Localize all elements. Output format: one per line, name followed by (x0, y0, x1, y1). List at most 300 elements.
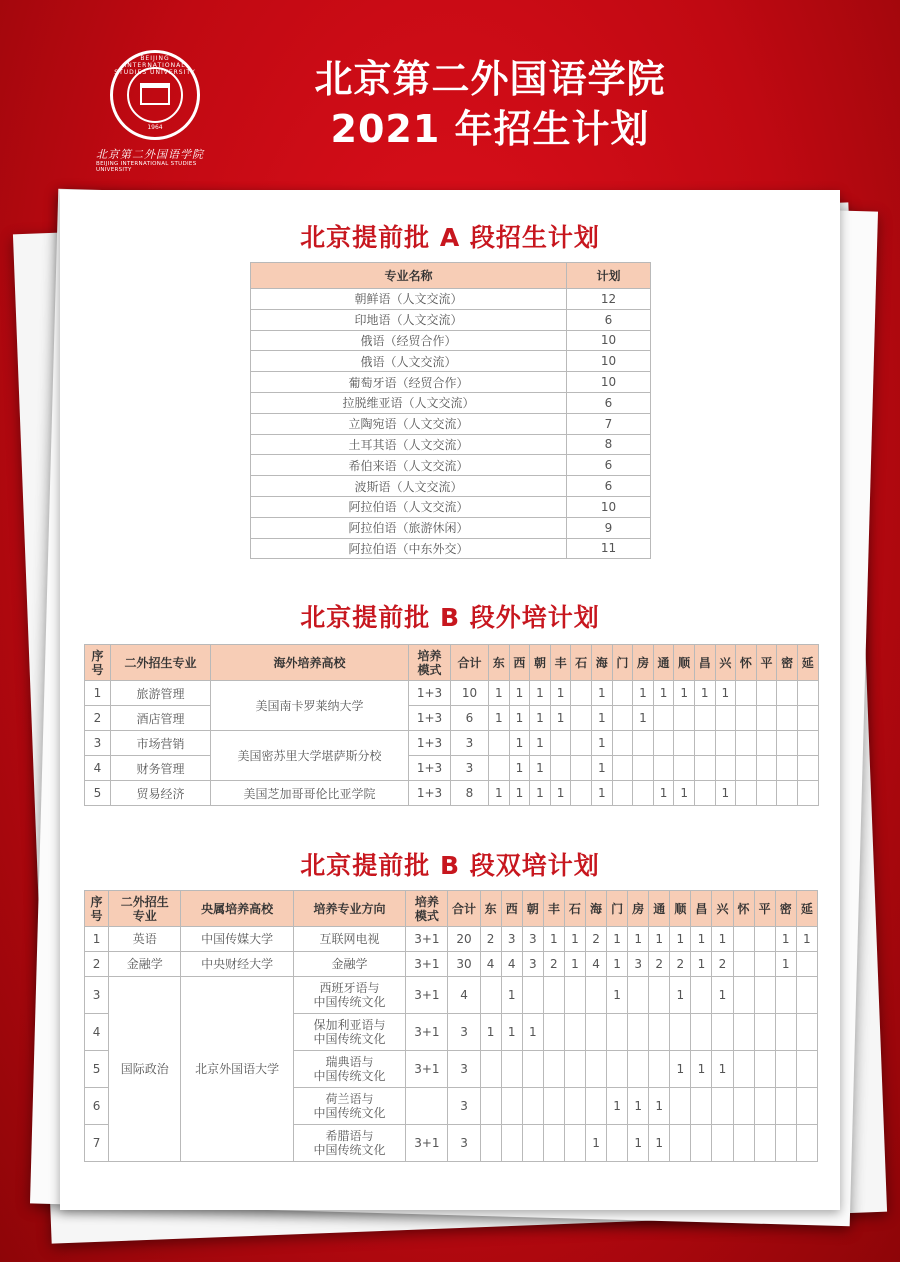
table-cell: 1 (501, 977, 522, 1014)
table-cell: 1 (670, 927, 691, 952)
table-cell (733, 977, 754, 1014)
table-cell (649, 1051, 670, 1088)
table-cell: 1 (628, 1125, 649, 1162)
table-cell: 20 (448, 927, 480, 952)
table-cell: 1 (712, 927, 733, 952)
table-cell: 2 (712, 952, 733, 977)
table-cell (756, 756, 777, 781)
table-cell: 1 (674, 681, 695, 706)
table-cell: 1 (607, 1088, 628, 1125)
table-cell: 瑞典语与 中国传统文化 (293, 1051, 405, 1088)
table-cell (775, 1125, 796, 1162)
page-title (240, 54, 740, 154)
table-cell: 1 (775, 927, 796, 952)
table-cell (756, 731, 777, 756)
table-cell (564, 1088, 585, 1125)
major-name-cell: 波斯语（人文交流） (251, 476, 567, 497)
table-cell: 3+1 (406, 977, 448, 1014)
table-cell (694, 706, 715, 731)
table-cell (733, 952, 754, 977)
table-cell: 2 (480, 927, 501, 952)
table-cell (797, 731, 818, 756)
table-cell: 2 (670, 952, 691, 977)
table-cell (674, 706, 695, 731)
section-c-table (84, 890, 818, 1162)
table-cell: 1 (715, 781, 736, 806)
table-cell (736, 681, 757, 706)
table-cell: 3 (451, 756, 489, 781)
table-cell: 贸易经济 (111, 781, 211, 806)
plan-count-cell: 10 (567, 496, 651, 517)
table-cell: 3+1 (406, 1051, 448, 1088)
table-cell (796, 1088, 817, 1125)
table-cell (564, 1014, 585, 1051)
table-cell: 1 (480, 1014, 501, 1051)
table-cell (571, 756, 592, 781)
table-cell: 1 (530, 781, 551, 806)
table-row (251, 330, 651, 351)
table-cell (543, 1014, 564, 1051)
table-header-cell: 海 (585, 891, 606, 927)
table-cell (649, 977, 670, 1014)
table-row (85, 681, 819, 706)
table-cell: 30 (448, 952, 480, 977)
table-cell: 8 (451, 781, 489, 806)
major-name-cell: 俄语（经贸合作） (251, 330, 567, 351)
table-header-cell: 延 (797, 645, 818, 681)
logo-chinese-name: 北京第二外国语学院 (96, 148, 204, 161)
table-header-row (85, 645, 819, 681)
major-name-cell: 阿拉伯语（中东外交） (251, 538, 567, 559)
table-header-cell: 二外招生 专业 (109, 891, 181, 927)
table-cell: 3+1 (406, 1014, 448, 1051)
table-cell: 1 (530, 756, 551, 781)
table-cell (607, 1051, 628, 1088)
plan-count-cell: 10 (567, 351, 651, 372)
table-header-cell: 丰 (550, 645, 571, 681)
table-cell: 1 (633, 681, 654, 706)
table-cell (796, 1014, 817, 1051)
table-cell (797, 681, 818, 706)
table-cell (777, 706, 798, 731)
table-header-cell: 培养 模式 (409, 645, 451, 681)
table-cell: 1 (653, 781, 674, 806)
table-cell: 1 (715, 681, 736, 706)
table-cell (754, 977, 775, 1014)
table-cell (691, 1125, 712, 1162)
table-row (251, 538, 651, 559)
table-cell (628, 977, 649, 1014)
table-cell (777, 731, 798, 756)
table-cell: 3 (501, 927, 522, 952)
title-line-2: 2021 年招生计划 (330, 107, 650, 151)
major-name-cell: 俄语（人文交流） (251, 351, 567, 372)
table-cell (775, 1051, 796, 1088)
table-header-cell: 石 (564, 891, 585, 927)
table-header-row (85, 891, 818, 927)
table-cell (633, 781, 654, 806)
table-cell (775, 977, 796, 1014)
table-cell: 3 (448, 1125, 480, 1162)
table-cell (607, 1125, 628, 1162)
table-cell (550, 756, 571, 781)
table-header-cell: 怀 (733, 891, 754, 927)
table-cell: 1 (564, 927, 585, 952)
table-header-row (251, 263, 651, 289)
major-name-cell: 希伯来语（人文交流） (251, 455, 567, 476)
table-cell: 1 (509, 756, 530, 781)
table-cell (733, 1051, 754, 1088)
plan-count-cell: 6 (567, 392, 651, 413)
table-cell: 希腊语与 中国传统文化 (293, 1125, 405, 1162)
table-cell (585, 977, 606, 1014)
table-cell (607, 1014, 628, 1051)
table-cell (736, 706, 757, 731)
table-cell (480, 1125, 501, 1162)
table-cell (796, 1051, 817, 1088)
table-cell (733, 1125, 754, 1162)
table-cell (489, 731, 510, 756)
table-header-cell: 门 (607, 891, 628, 927)
table-cell (564, 1051, 585, 1088)
table-header-cell: 昌 (694, 645, 715, 681)
table-row (85, 927, 818, 952)
table-header-cell: 石 (571, 645, 592, 681)
table-cell: 1 (649, 1125, 670, 1162)
table-header-cell: 门 (612, 645, 633, 681)
table-cell (550, 731, 571, 756)
table-cell (670, 1014, 691, 1051)
table-cell (612, 681, 633, 706)
table-header-cell: 培养 模式 (406, 891, 448, 927)
table-cell (633, 731, 654, 756)
table-cell: 10 (451, 681, 489, 706)
table-cell (649, 1014, 670, 1051)
table-cell: 1 (85, 681, 111, 706)
university-logo (110, 50, 200, 140)
table-cell: 2 (85, 706, 111, 731)
table-cell: 1 (509, 781, 530, 806)
table-cell: 2 (85, 952, 109, 977)
table-row (251, 476, 651, 497)
table-header-cell: 通 (653, 645, 674, 681)
table-cell (571, 781, 592, 806)
table-cell: 1 (628, 927, 649, 952)
table-cell: 1 (796, 927, 817, 952)
plan-count-cell: 10 (567, 330, 651, 351)
table-cell (715, 756, 736, 781)
table-cell: 4 (480, 952, 501, 977)
plan-count-cell: 6 (567, 309, 651, 330)
table-cell: 1 (543, 927, 564, 952)
table-cell (501, 1051, 522, 1088)
table-cell: 1 (489, 681, 510, 706)
table-cell: 3 (522, 927, 543, 952)
table-cell (489, 756, 510, 781)
table-cell: 市场营销 (111, 731, 211, 756)
table-cell: 西班牙语与 中国传统文化 (293, 977, 405, 1014)
table-cell: 1 (691, 952, 712, 977)
table-cell (612, 731, 633, 756)
table-header-cell: 海外培养高校 (211, 645, 409, 681)
table-header-cell: 东 (480, 891, 501, 927)
table-cell: 1 (509, 681, 530, 706)
table-cell (777, 781, 798, 806)
table-cell: 1 (649, 1088, 670, 1125)
merged-school-cell: 北京外国语大学 (181, 977, 293, 1162)
table-header-cell: 东 (489, 645, 510, 681)
major-name-cell: 立陶宛语（人文交流） (251, 413, 567, 434)
table-cell (736, 731, 757, 756)
table-header-cell: 丰 (543, 891, 564, 927)
table-cell (571, 706, 592, 731)
major-name-cell: 拉脱维亚语（人文交流） (251, 392, 567, 413)
table-header-cell: 西 (509, 645, 530, 681)
table-cell: 3 (448, 1088, 480, 1125)
table-header-cell: 顺 (674, 645, 695, 681)
table-cell (653, 731, 674, 756)
table-cell: 1 (607, 927, 628, 952)
table-cell: 1 (691, 1051, 712, 1088)
table-cell: 3 (85, 977, 109, 1014)
table-cell: 2 (649, 952, 670, 977)
plan-count-cell: 8 (567, 434, 651, 455)
table-cell: 1 (550, 706, 571, 731)
table-cell: 5 (85, 1051, 109, 1088)
table-cell (585, 1051, 606, 1088)
table-cell: 1+3 (409, 781, 451, 806)
table-cell: 3 (448, 1014, 480, 1051)
table-cell (522, 1125, 543, 1162)
major-name-cell: 印地语（人文交流） (251, 309, 567, 330)
table-cell (736, 781, 757, 806)
table-cell (775, 1088, 796, 1125)
table-cell: 7 (85, 1125, 109, 1162)
table-cell (712, 1088, 733, 1125)
plan-count-cell: 6 (567, 476, 651, 497)
table-cell (612, 706, 633, 731)
table-row (251, 372, 651, 393)
table-cell (756, 706, 777, 731)
book-icon (140, 83, 170, 105)
table-row (251, 351, 651, 372)
table-cell (501, 1125, 522, 1162)
table-cell: 1 (591, 681, 612, 706)
table-cell: 1 (712, 1051, 733, 1088)
table-header-cell: 合计 (448, 891, 480, 927)
plan-count-cell: 11 (567, 538, 651, 559)
table-row (85, 952, 818, 977)
table-cell (754, 1051, 775, 1088)
table-cell (480, 1088, 501, 1125)
table-cell: 互联网电视 (293, 927, 405, 952)
table-cell: 6 (85, 1088, 109, 1125)
table-cell: 英语 (109, 927, 181, 952)
table-row (251, 289, 651, 310)
table-cell (797, 756, 818, 781)
table-row (85, 756, 819, 781)
table-cell (754, 1125, 775, 1162)
table-cell: 1 (670, 1051, 691, 1088)
table-header-cell: 兴 (715, 645, 736, 681)
overseas-school-cell: 美国南卡罗莱纳大学 (211, 681, 409, 731)
table-cell (796, 977, 817, 1014)
table-cell (754, 952, 775, 977)
overseas-school-cell: 美国密苏里大学堪萨斯分校 (211, 731, 409, 781)
table-cell (715, 706, 736, 731)
table-header-cell: 合计 (451, 645, 489, 681)
table-cell: 3 (448, 1051, 480, 1088)
section-c-title: 北京提前批 B 段双培计划 (300, 851, 600, 880)
table-cell: 保加利亚语与 中国传统文化 (293, 1014, 405, 1051)
table-header-cell: 专业名称 (251, 263, 567, 289)
table-cell: 4 (85, 756, 111, 781)
table-cell: 1 (607, 952, 628, 977)
table-cell: 3+1 (406, 927, 448, 952)
table-cell (733, 927, 754, 952)
table-cell: 1 (501, 1014, 522, 1051)
table-header-cell: 序 号 (85, 645, 111, 681)
table-cell (756, 681, 777, 706)
table-cell: 1 (550, 681, 571, 706)
section-a-title: 北京提前批 A 段招生计划 (300, 223, 600, 252)
table-cell (694, 781, 715, 806)
table-cell: 3 (85, 731, 111, 756)
plan-count-cell: 10 (567, 372, 651, 393)
table-cell (736, 756, 757, 781)
table-cell (691, 1014, 712, 1051)
table-cell: 1 (591, 781, 612, 806)
table-row (85, 731, 819, 756)
table-header-cell: 朝 (530, 645, 551, 681)
table-header-cell: 二外招生专业 (111, 645, 211, 681)
table-cell (674, 756, 695, 781)
table-cell: 1 (591, 756, 612, 781)
table-cell: 3+1 (406, 1125, 448, 1162)
table-cell (670, 1088, 691, 1125)
table-cell (564, 1125, 585, 1162)
table-cell (571, 731, 592, 756)
table-header-cell: 房 (628, 891, 649, 927)
table-header-cell: 序 号 (85, 891, 109, 927)
section-b-title: 北京提前批 B 段外培计划 (300, 603, 600, 632)
table-cell (754, 927, 775, 952)
table-cell (733, 1014, 754, 1051)
table-cell: 荷兰语与 中国传统文化 (293, 1088, 405, 1125)
title-line-1: 北京第二外国语学院 (314, 57, 666, 101)
major-name-cell: 朝鲜语（人文交流） (251, 289, 567, 310)
table-cell: 1 (670, 977, 691, 1014)
table-cell (480, 977, 501, 1014)
table-cell: 金融学 (293, 952, 405, 977)
table-header-cell: 怀 (736, 645, 757, 681)
table-header-cell: 培养专业方向 (293, 891, 405, 927)
table-cell: 1 (489, 781, 510, 806)
overseas-school-cell: 美国芝加哥哥伦比亚学院 (211, 781, 409, 806)
table-header-cell: 兴 (712, 891, 733, 927)
table-cell (480, 1051, 501, 1088)
table-cell: 3 (628, 952, 649, 977)
table-header-cell: 昌 (691, 891, 712, 927)
table-cell: 3 (451, 731, 489, 756)
table-row (251, 517, 651, 538)
table-cell (628, 1051, 649, 1088)
table-cell (712, 1014, 733, 1051)
table-cell (585, 1014, 606, 1051)
table-cell (406, 1088, 448, 1125)
table-cell: 4 (501, 952, 522, 977)
table-cell (777, 756, 798, 781)
table-cell: 1 (591, 706, 612, 731)
table-cell (691, 1088, 712, 1125)
table-cell (543, 1088, 564, 1125)
table-cell: 旅游管理 (111, 681, 211, 706)
table-cell (775, 1014, 796, 1051)
table-cell: 1 (694, 681, 715, 706)
table-header-cell: 央属培养高校 (181, 891, 293, 927)
plan-count-cell: 9 (567, 517, 651, 538)
table-cell (564, 977, 585, 1014)
table-cell (754, 1014, 775, 1051)
table-header-cell: 平 (756, 645, 777, 681)
table-cell (694, 731, 715, 756)
table-cell (733, 1088, 754, 1125)
table-header-cell: 密 (777, 645, 798, 681)
table-cell (522, 1088, 543, 1125)
plan-count-cell: 6 (567, 455, 651, 476)
table-cell (797, 706, 818, 731)
table-cell: 1 (691, 927, 712, 952)
table-cell (777, 681, 798, 706)
table-cell: 金融学 (109, 952, 181, 977)
table-cell: 6 (451, 706, 489, 731)
table-row (251, 496, 651, 517)
table-row (251, 455, 651, 476)
table-cell (585, 1088, 606, 1125)
table-cell (653, 756, 674, 781)
table-row (85, 706, 819, 731)
table-cell (543, 977, 564, 1014)
table-cell: 1 (653, 681, 674, 706)
table-header-cell: 延 (796, 891, 817, 927)
table-cell (612, 781, 633, 806)
merged-major-cell: 国际政治 (109, 977, 181, 1162)
table-cell: 1+3 (409, 706, 451, 731)
table-header-cell: 顺 (670, 891, 691, 927)
table-cell (694, 756, 715, 781)
table-cell: 1+3 (409, 731, 451, 756)
table-cell: 1 (564, 952, 585, 977)
table-cell: 1 (775, 952, 796, 977)
table-header-cell: 房 (633, 645, 654, 681)
table-header-cell: 通 (649, 891, 670, 927)
table-cell: 1 (489, 706, 510, 731)
table-cell: 1 (509, 706, 530, 731)
table-header-cell: 西 (501, 891, 522, 927)
table-cell: 1+3 (409, 756, 451, 781)
logo-english-name: BEIJING INTERNATIONAL STUDIES UNIVERSITY (96, 161, 197, 173)
table-cell: 1 (712, 977, 733, 1014)
table-cell: 1+3 (409, 681, 451, 706)
table-cell: 5 (85, 781, 111, 806)
table-header-cell: 计划 (567, 263, 651, 289)
table-cell (543, 1125, 564, 1162)
table-header-cell: 平 (754, 891, 775, 927)
table-cell: 1 (550, 781, 571, 806)
table-cell (522, 977, 543, 1014)
table-cell (674, 731, 695, 756)
table-cell (522, 1051, 543, 1088)
